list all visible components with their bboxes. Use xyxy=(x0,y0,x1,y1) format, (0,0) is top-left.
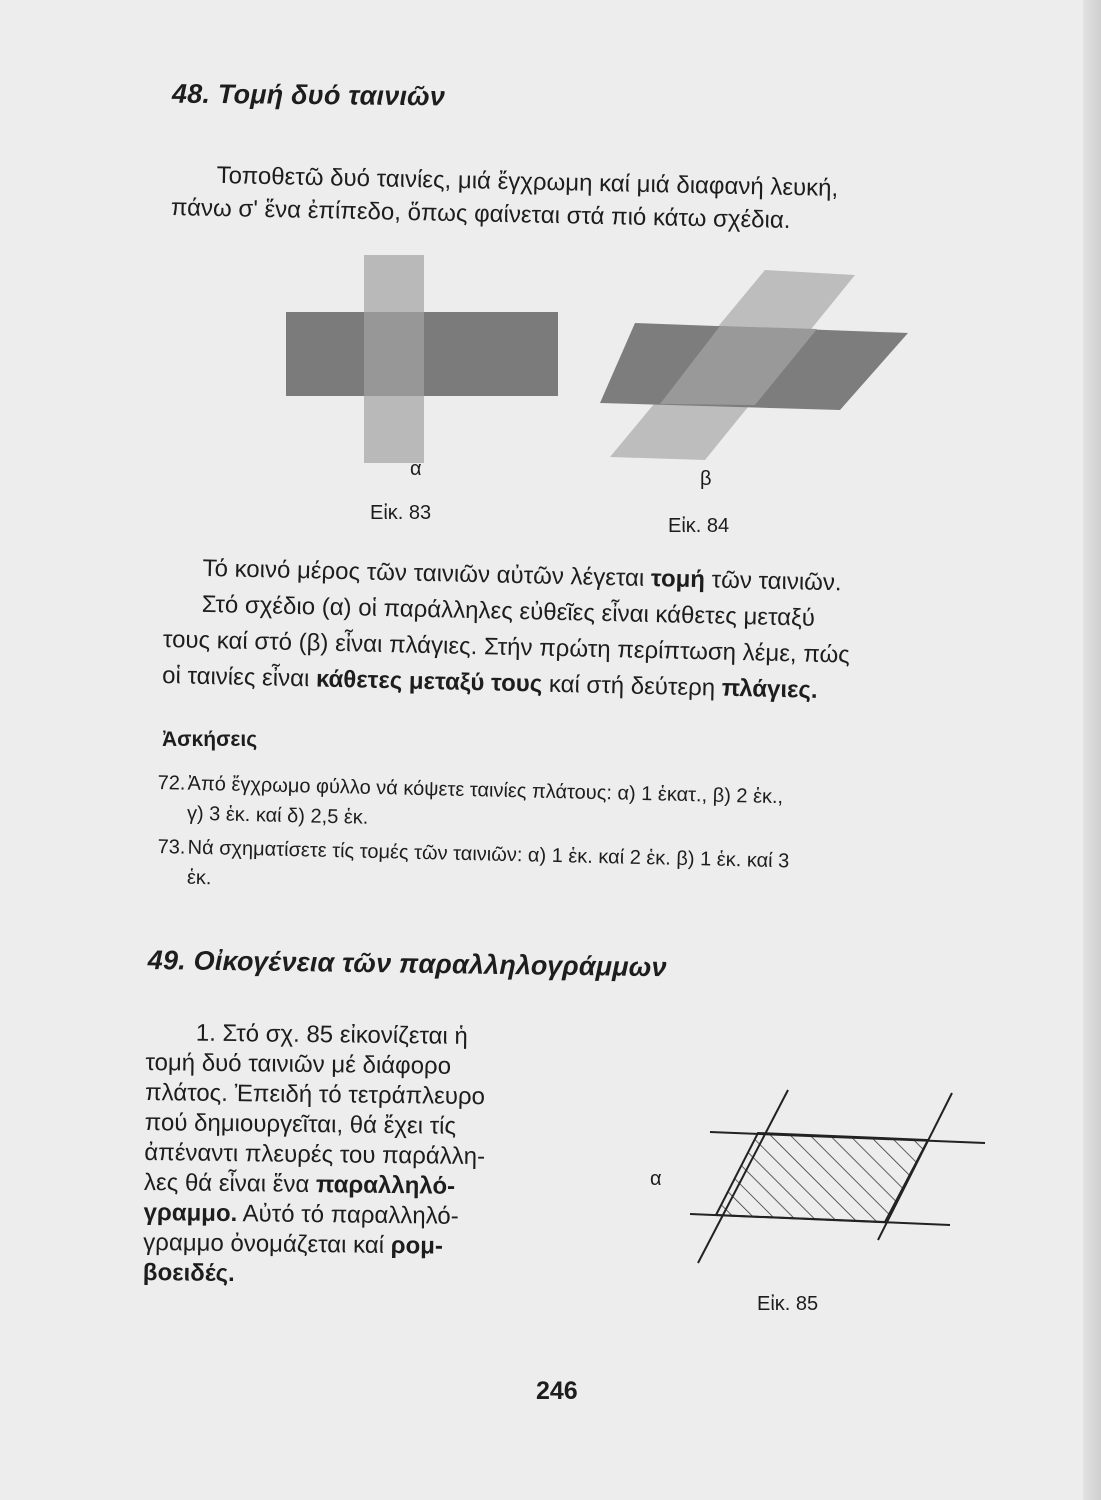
figure-85-letter: α xyxy=(650,1168,662,1190)
s49-line-2: τομή δυό ταινιῶν μέ διάφορο xyxy=(145,1048,452,1080)
para-line-3: τους καί στό (β) εἶναι πλάγιες. Στήν πρώτη περίπτωση λέμε, πώς xyxy=(162,625,851,669)
figure-85-parallelogram xyxy=(680,1085,990,1305)
term-parallelogram: παραλληλό- xyxy=(315,1171,456,1200)
figure-84-letter: β xyxy=(700,468,712,490)
s49-line-8: γραμμο ὀνομάζεται καί ρομ- xyxy=(143,1228,444,1260)
section-48-title: 48. Τομή δυό ταινιῶν xyxy=(171,78,446,112)
s49-line-6: λες θά εἶναι ἕνα παραλληλό- xyxy=(143,1168,456,1200)
para-line-4: οἱ ταινίες εἶναι κάθετες μεταξύ τους καί στή δεύτερη πλάγιες. xyxy=(161,661,818,704)
exercise-72-number: 72. xyxy=(157,771,186,795)
page-number: 246 xyxy=(536,1377,578,1405)
page-edge xyxy=(1083,0,1101,1500)
para-line-2: Στό σχέδιο (α) οἱ παράλληλες εὐθεῖες εἶναι κάθετες μεταξύ xyxy=(201,590,816,632)
s49-line-3: πλάτος. Ἐπειδή τό τετράπλευρο xyxy=(144,1078,486,1111)
figure-83-caption: Εἰκ. 83 xyxy=(370,502,432,524)
exercise-73-line-2: ἑκ. xyxy=(186,866,212,890)
section-49-title: 49. Οἰκογένεια τῶν παραλληλογράμμων xyxy=(147,945,667,983)
figure-83-perpendicular-tapes xyxy=(280,250,570,470)
section-49-paragraph xyxy=(143,1018,584,1293)
figure-85-caption: Εἰκ. 85 xyxy=(757,1293,819,1315)
term-parallelogram-end: γραμμο. xyxy=(143,1198,238,1228)
term-tomi: τομή xyxy=(650,565,706,594)
intro-line-1: Τοποθετῶ δυό ταινίες, μιά ἔγχρωμη καί μιά διαφανή λευκή, xyxy=(216,161,839,202)
term-kathetes: κάθετες μεταξύ τους xyxy=(315,665,543,698)
exercise-73 xyxy=(157,832,790,906)
figure-84-oblique-tapes xyxy=(590,265,910,465)
para-line-1: Τό κοινό μέρος τῶν ταινιῶν αὐτῶν λέγεται τομή τῶν ταινιῶν. xyxy=(202,554,842,597)
exercise-73-number: 73. xyxy=(157,835,186,859)
section-48-intro xyxy=(171,158,839,238)
s49-line-1: 1. Στό σχ. 85 εἰκονίζεται ἡ xyxy=(195,1019,469,1050)
figure-83-letter: α xyxy=(410,458,422,480)
exercise-72-line-1: Ἀπό ἔγχρωμο φύλλο νά κόψετε ταινίες πλάτους: α) 1 ἑκατ., β) 2 ἑκ., xyxy=(187,772,784,809)
exercise-73-line-1: Νά σχηματίσετε τίς τομές τῶν ταινιῶν: α) 1 ἑκ. καί 2 ἑκ. β) 1 ἑκ. καί 3 xyxy=(187,836,790,873)
s49-line-9 xyxy=(143,1258,581,1293)
s49-line-7: γραμμο. Αὐτό τό παραλληλό- xyxy=(143,1198,459,1230)
figure-84-caption: Εἰκ. 84 xyxy=(668,515,730,537)
hatched-intersection xyxy=(716,1133,928,1222)
term-rhombus: ρομ- xyxy=(390,1232,444,1260)
term-rhombus-end: βοειδές. xyxy=(142,1258,235,1288)
exercises-heading: Ἀσκήσεις xyxy=(162,728,258,751)
s49-line-4: πού δημιουργεῖται, θά ἔχει τίς xyxy=(144,1108,457,1140)
term-plagies: πλάγιες. xyxy=(721,674,818,704)
intro-line-2: πάνω σ' ἕνα ἐπίπεδο, ὅπως φαίνεται στά πιό κάτω σχέδια. xyxy=(170,193,791,234)
exercise-72 xyxy=(157,768,784,842)
s49-line-5: ἀπέναντι πλευρές του παράλλη- xyxy=(144,1138,486,1171)
exercise-72-line-2: γ) 3 ἑκ. καί δ) 2,5 ἑκ. xyxy=(186,802,369,829)
intersection-paragraph xyxy=(162,550,1010,713)
intersection-region xyxy=(364,312,424,396)
